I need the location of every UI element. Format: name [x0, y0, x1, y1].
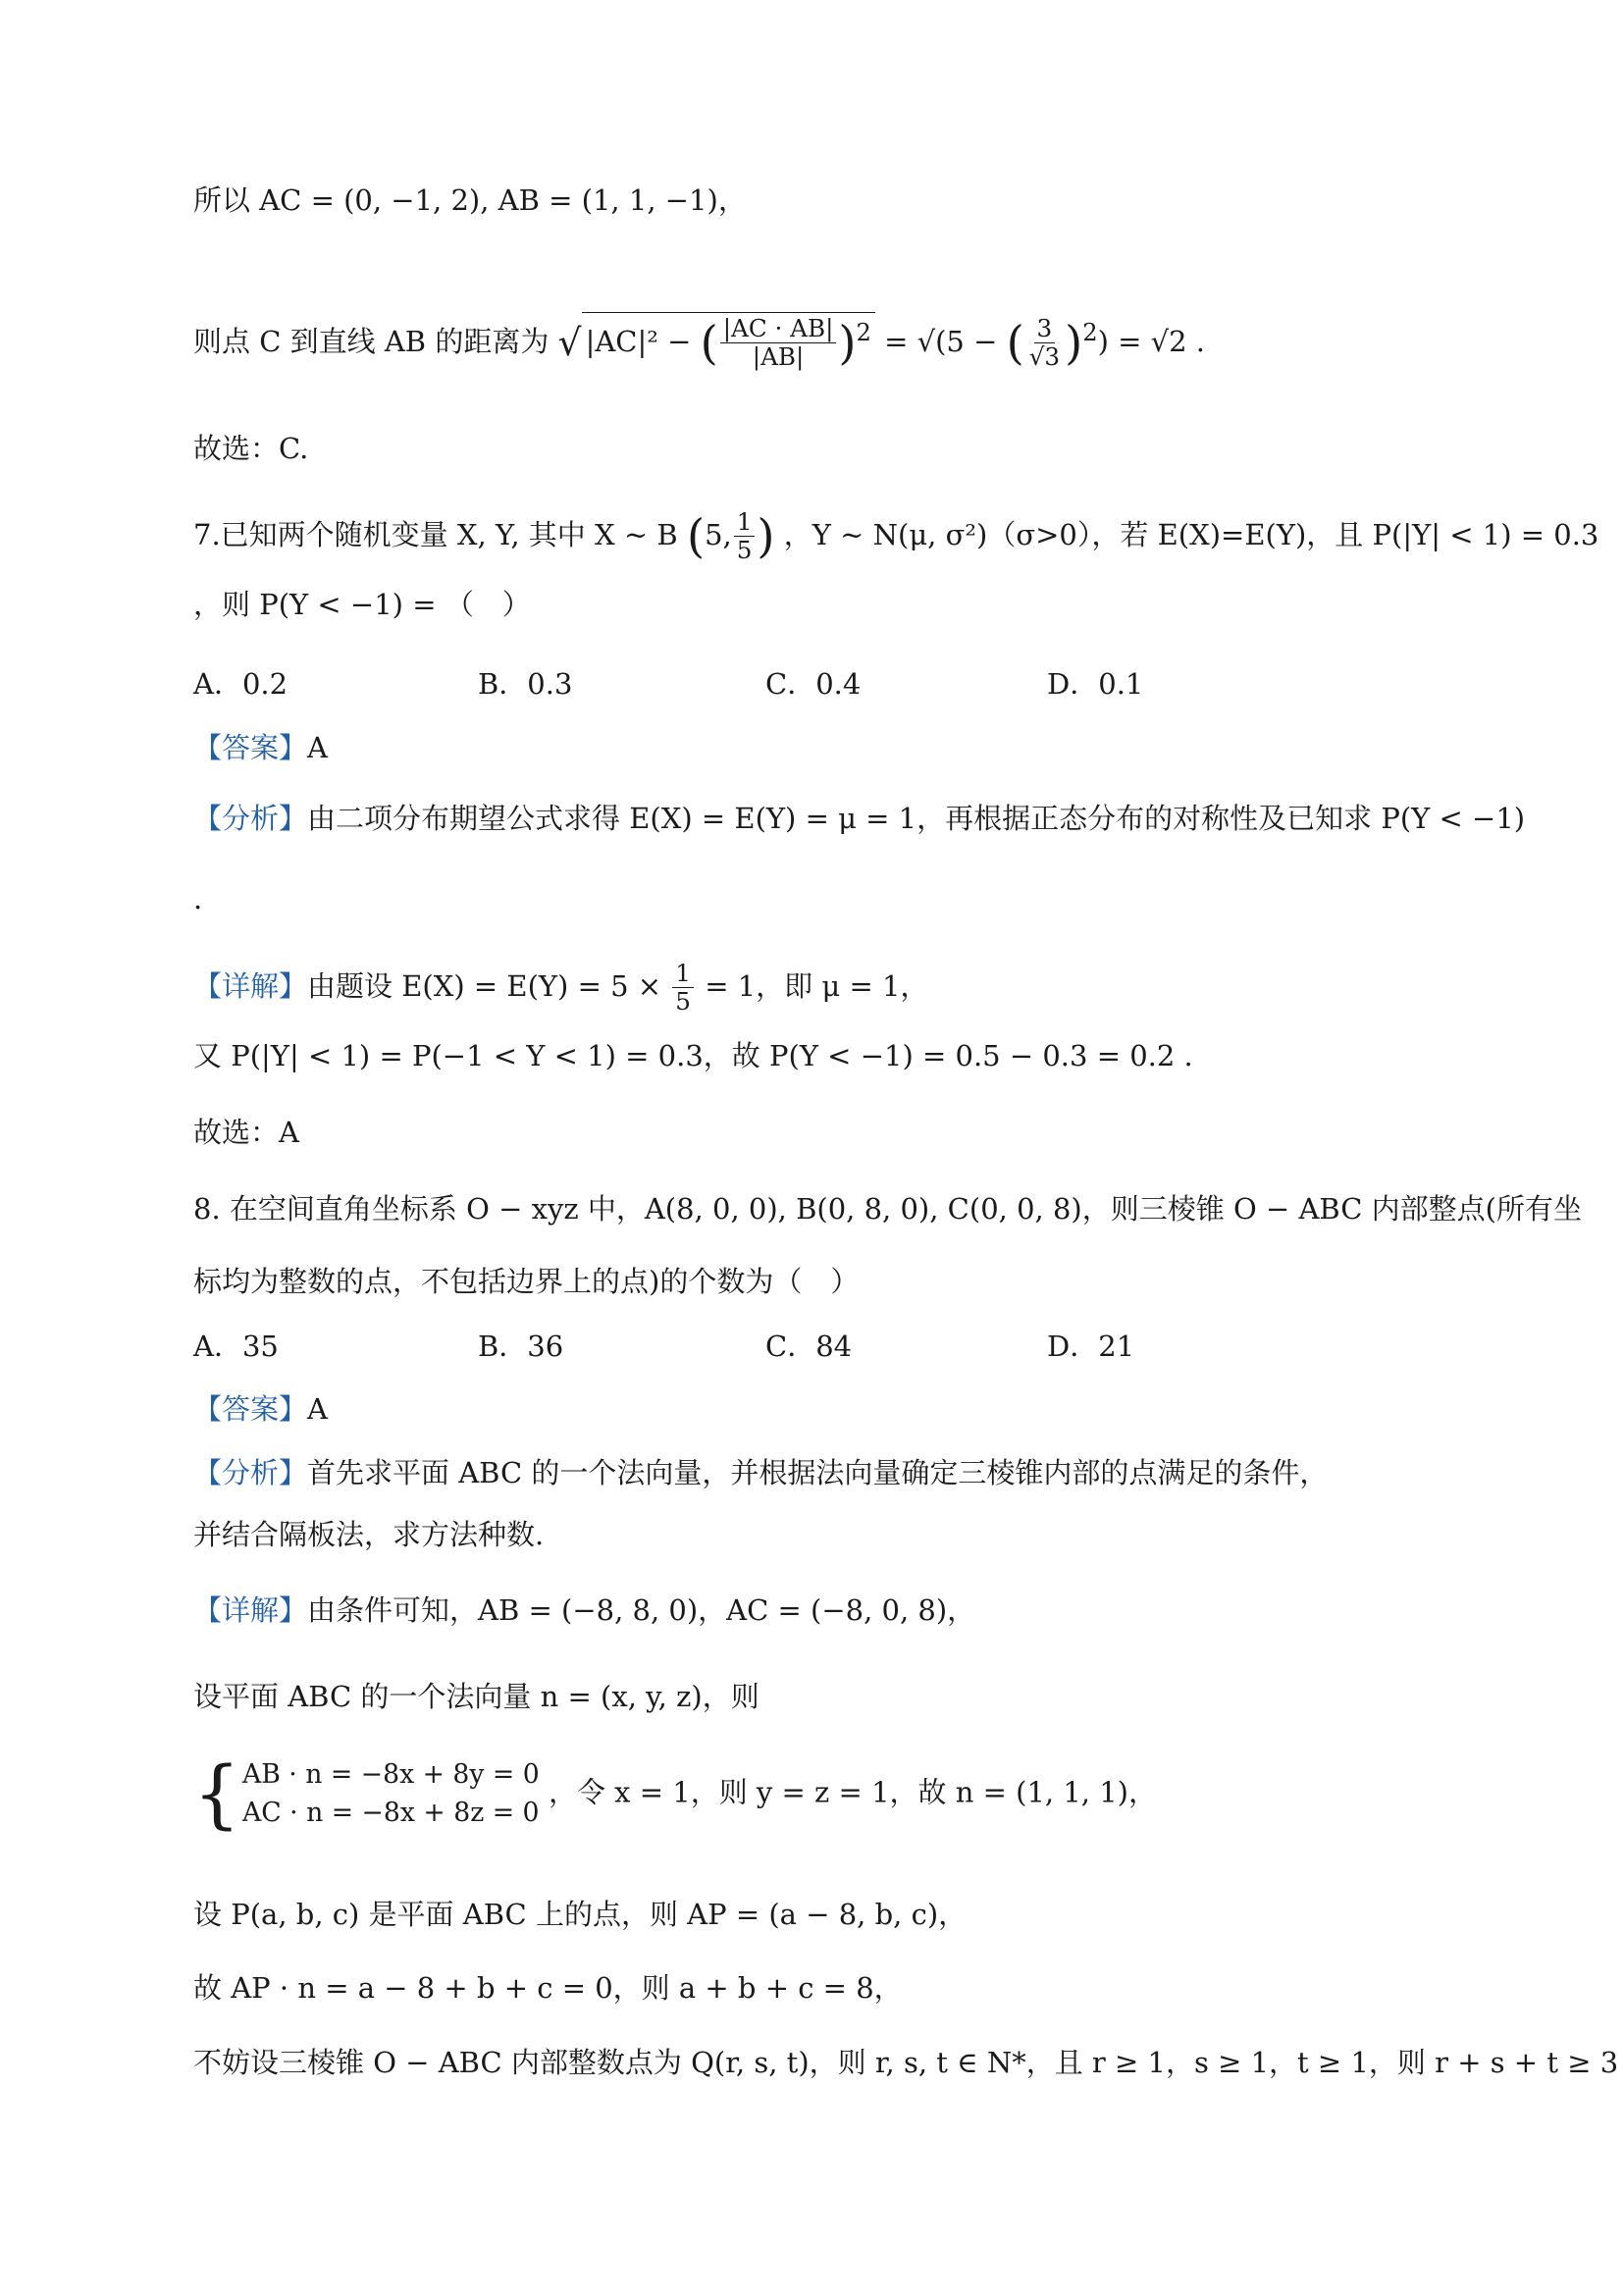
frac-num-3: 3 [1034, 315, 1056, 343]
q8-analysis [193, 1456, 1329, 1489]
sqrt-symbol: √ [557, 320, 582, 364]
question-8-stem: 8. 在空间直角坐标系 O − xyz 中，A(8, 0, 0), B(0, 8, 0), C(0, 0, 8)，则三棱锥 O − ABC 内部整点(所有坐 [193, 1192, 1582, 1226]
q8-detail [193, 1593, 976, 1627]
paren-right: ) [838, 316, 857, 370]
q7-option-b: B．0.3 [478, 667, 573, 701]
detail-tag-8: 【详解】 [193, 1593, 308, 1627]
detail-text-a: 由题设 E(X) = E(Y) = 5 × [307, 968, 662, 1003]
text-line-distance: 则点 C 到直线 AB 的距离为 √ |AC|² − ( $\frac{|AC \cdot AB|}{|AB|}$ )$^2$ = √(5 − ( $\frac{3}{√3}$ )$^2$) = √2 . [193, 314, 1206, 372]
q7-option-c: C．0.4 [765, 667, 862, 701]
q7-choice: 故选：A [193, 1116, 299, 1149]
distance-prefix: 则点 C 到直线 AB 的距离为 [193, 324, 550, 358]
q7-answer [193, 731, 328, 764]
answer-tag: 【答案】 [193, 731, 308, 764]
question-8-stem-cont: 标均为整数的点，不包括边界上的点)的个数为（ ） [193, 1265, 860, 1298]
q8-analysis-cont: 并结合隔板法，求方法种数. [193, 1518, 545, 1551]
analysis-text: 由二项分布期望公式求得 E(X) = E(Y) = μ = 1，再根据正态分布的对称性及已知求 P(Y < −1) [307, 802, 1526, 835]
q8-point-p: 设 P(a, b, c) 是平面 ABC 上的点，则 AP = (a − 8, b, c)， [193, 1898, 968, 1931]
q7-option-a: A．0.2 [193, 667, 288, 701]
system-conclusion: ，令 x = 1，则 y = z = 1，故 n = (1, 1, 1)， [548, 1775, 1157, 1809]
frac-num-1: 1 [672, 960, 694, 988]
answer-tag-8: 【答案】 [193, 1392, 308, 1426]
three-over-root3 [1026, 315, 1063, 372]
binom-p-fraction [734, 508, 756, 565]
q7-analysis-end: . [193, 882, 203, 915]
answer-value: A [307, 731, 328, 764]
projection-numerator: |AC · AB| [720, 315, 837, 343]
left-brace: { [193, 1749, 240, 1837]
frac-den-5: 5 [675, 987, 691, 1017]
q8-option-b: B．36 [478, 1330, 564, 1363]
question-7-stem-cont: ，则 P(Y < −1) = （ ） [193, 588, 531, 621]
q7-stem-part1: 7.已知两个随机变量 X, Y, 其中 X ~ B [193, 517, 678, 551]
q7-detail-line2: 又 P(|Y| < 1) = P(−1 < Y < 1) = 0.3，故 P(Y < −1) = 0.5 − 0.3 = 0.2 . [193, 1039, 1193, 1072]
distance-result: = √2 . [1118, 324, 1206, 358]
q8-option-d: D．21 [1047, 1330, 1135, 1363]
analysis-tag: 【分析】 [193, 802, 308, 835]
ac-squared: |AC|² [585, 324, 658, 358]
q8-plane-eq: 故 AP · n = a − 8 + b + c = 0，则 a + b + c = 8， [193, 1971, 903, 2005]
answer-value-8: A [307, 1392, 328, 1426]
analysis-text-8: 首先求平面 ABC 的一个法向量，并根据法向量确定三棱锥内部的点满足的条件， [307, 1456, 1329, 1489]
projection-fraction [720, 315, 837, 372]
analysis-tag-8: 【分析】 [193, 1456, 308, 1489]
q8-option-a: A．35 [193, 1330, 279, 1363]
q7-stem-part2: ，Y ~ N(μ, σ²)（σ>0），若 E(X)=E(Y)，且 P(|Y| < 1) = 0.3 [783, 517, 1599, 551]
equation-system [242, 1756, 540, 1832]
text-line-choice-c: 故选：C. [193, 432, 309, 465]
detail-tag: 【详解】 [193, 968, 308, 1003]
q7-analysis [193, 802, 1526, 835]
paren-left: ( [700, 316, 718, 370]
paren-close: ) [757, 509, 775, 563]
one-fifth [672, 960, 694, 1017]
frac-numerator: 1 [734, 508, 756, 537]
q8-normal-vector: 设平面 ABC 的一个法向量 n = (x, y, z)，则 [193, 1680, 759, 1713]
paren-open: ( [686, 509, 706, 563]
distance-mid: = √(5 − [884, 324, 1007, 358]
frac-den-root3: √3 [1028, 342, 1061, 372]
text-line-vectors: 所以 AC = (0, −1, 2), AB = (1, 1, −1)， [193, 183, 747, 217]
q7-option-d: D．0.1 [1047, 667, 1144, 701]
paren-right-2: ) [1065, 316, 1083, 370]
equation-1: AB · n = −8x + 8y = 0 [241, 1759, 540, 1790]
projection-denominator: |AB| [752, 342, 805, 372]
paren-left-2: ( [1006, 316, 1024, 370]
distance-formula: |AC|² − ( $\frac{|AC \cdot AB|}{|AB|}$ )$^2$ [582, 312, 875, 372]
question-7-stem [193, 508, 1598, 565]
q7-detail [193, 960, 928, 1017]
binom-n: 5, [705, 517, 732, 551]
q8-answer [193, 1392, 328, 1426]
q8-system [193, 1749, 1157, 1837]
detail-text-b: = 1，即 μ = 1， [705, 968, 929, 1003]
frac-denominator: 5 [736, 536, 753, 565]
equation-2: AC · n = −8x + 8z = 0 [241, 1797, 540, 1828]
detail-text-8: 由条件可知，AB = (−8, 8, 0)，AC = (−8, 0, 8)， [307, 1593, 976, 1627]
q8-option-c: C．84 [765, 1330, 853, 1363]
q8-interior-point: 不妨设三棱锥 O − ABC 内部整数点为 Q(r, s, t)，则 r, s, t ∈ N*，且 r ≥ 1，s ≥ 1，t ≥ 1，则 r + s + t ≥ 3 [193, 2046, 1619, 2079]
